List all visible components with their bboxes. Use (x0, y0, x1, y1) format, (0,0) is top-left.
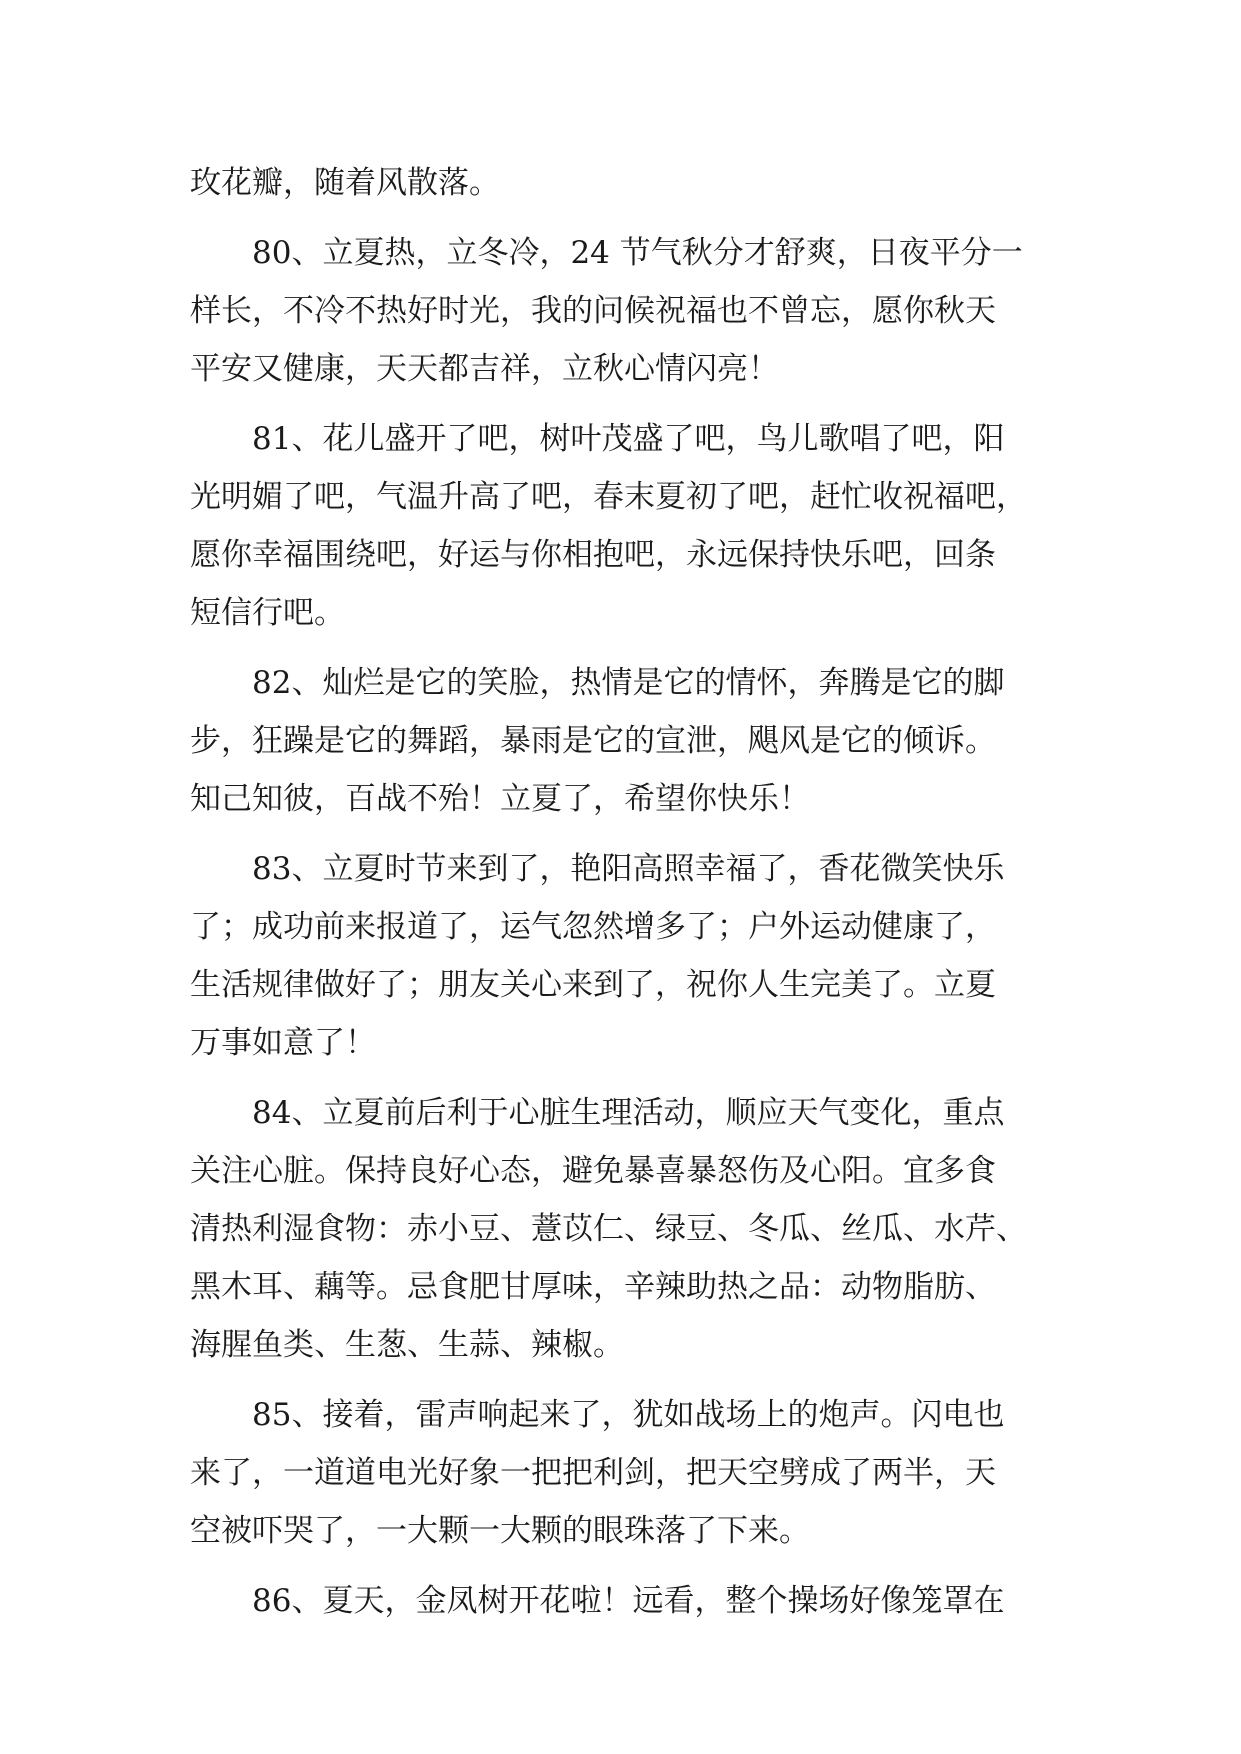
text-line: 80、立夏热，立冬冷，24 节气秋分才舒爽，日夜平分一 (252, 235, 1023, 271)
text-line: 步，狂躁是它的舞蹈，暴雨是它的宣泄，飓风是它的倾诉。 (190, 723, 996, 759)
text-line: 81、花儿盛开了吧，树叶茂盛了吧，鸟儿歌唱了吧，阳 (252, 421, 1005, 457)
text-line: 85、接着，雷声响起来了，犹如战场上的炮声。闪电也 (252, 1397, 1005, 1433)
paragraph-81 (190, 410, 1060, 642)
paragraph-83 (190, 840, 1060, 1072)
text-line: 关注心脏。保持良好心态，避免暴喜暴怒伤及心阳。宜多食 (190, 1153, 996, 1189)
text-line: 黑木耳、藕等。忌食肥甘厚味，辛辣助热之品：动物脂肪、 (190, 1269, 996, 1305)
text-line: 光明媚了吧，气温升高了吧，春末夏初了吧，赶忙收祝福吧， (190, 479, 1027, 515)
paragraph-82 (190, 654, 1060, 828)
text-line: 空被吓哭了，一大颗一大颗的眼珠落了下来。 (190, 1513, 810, 1549)
text-line: 清热利湿食物：赤小豆、薏苡仁、绿豆、冬瓜、丝瓜、水芹、 (190, 1211, 1027, 1247)
text-line: 了；成功前来报道了，运气忽然增多了；户外运动健康了， (190, 909, 996, 945)
paragraph-80 (190, 224, 1060, 398)
text-line: 万事如意了！ (190, 1025, 376, 1061)
paragraph-continuation (190, 154, 1060, 212)
text-line: 短信行吧。 (190, 595, 345, 631)
text-line: 82、灿烂是它的笑脸，热情是它的情怀，奔腾是它的脚 (252, 665, 1005, 701)
paragraph-85 (190, 1386, 1060, 1560)
text-line: 来了，一道道电光好象一把把利剑，把天空劈成了两半，天 (190, 1455, 996, 1491)
paragraph-84 (190, 1084, 1060, 1374)
document-body (190, 154, 1060, 1630)
text-line: 84、立夏前后利于心脏生理活动，顺应天气变化，重点 (252, 1095, 1005, 1131)
text-line: 83、立夏时节来到了，艳阳高照幸福了，香花微笑快乐 (252, 851, 1005, 887)
text-line: 愿你幸福围绕吧，好运与你相抱吧，永远保持快乐吧，回条 (190, 537, 996, 573)
text-line: 生活规律做好了；朋友关心来到了，祝你人生完美了。立夏 (190, 967, 996, 1003)
text-line: 玫花瓣，随着风散落。 (190, 165, 500, 201)
text-line: 86、夏天，金凤树开花啦！远看，整个操场好像笼罩在 (252, 1583, 1005, 1619)
text-line: 海腥鱼类、生葱、生蒜、辣椒。 (190, 1327, 624, 1363)
text-line: 知己知彼，百战不殆！立夏了，希望你快乐！ (190, 781, 810, 817)
paragraph-86 (190, 1572, 1060, 1630)
text-line: 样长，不冷不热好时光，我的问候祝福也不曾忘，愿你秋天 (190, 293, 996, 329)
text-line: 平安又健康，天天都吉祥，立秋心情闪亮！ (190, 351, 779, 387)
